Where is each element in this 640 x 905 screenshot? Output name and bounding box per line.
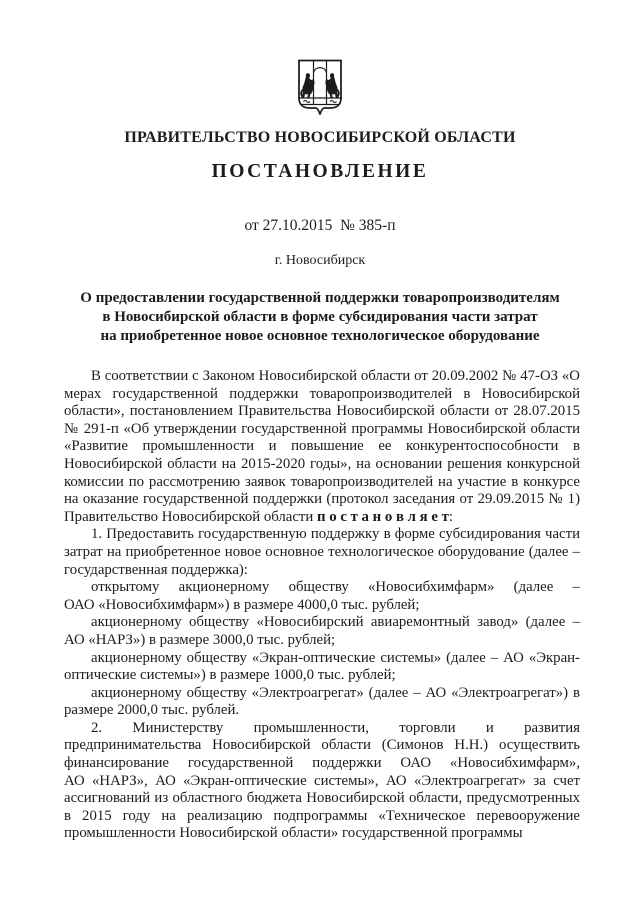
paragraph-1: 1. Предоставить государственную поддержку в форме субсидирования части затрат на приобретенное новое основное технологическое оборудование (далее – государственная поддержка): bbox=[64, 526, 580, 578]
subparagraph-ekran: акционерному обществу «Экран-оптические системы» (далее – АО «Экран-оптические системы») в размере 1000,0 тыс. рублей; bbox=[64, 649, 580, 684]
document-body bbox=[64, 368, 580, 843]
intro-paragraph bbox=[64, 368, 580, 526]
subparagraph-narz: акционерному обществу «Новосибирский авиаремонтный завод» (далее – АО «НАРЗ») в размере 3000,0 тыс. рублей; bbox=[64, 614, 580, 648]
subject-line-1: О предоставлении государственной поддержки товаропроизводителям bbox=[80, 290, 560, 306]
place-line: г. Новосибирск bbox=[274, 253, 366, 268]
decree-word: п о с т а н о в л я е т bbox=[317, 508, 449, 525]
subparagraph-elektroagregat: акционерному обществу «Электроагрегат» (далее – АО «Электроагрегат») в размере 2000,0 тыс. рублей. bbox=[64, 684, 580, 719]
intro-text: В соответствии с Законом Новосибирской области от 20.09.2002 № 47-ОЗ «О мерах государственной поддержки товаропроизводителей в Новосибирской области», постановлением Правительства Новосибирской области от 28.07.2015 № 291-п «Об утверждении государственной программы Новосибирской области «Развитие промышленности и повышение ее конкурентоспособности в Новосибирской области на 2015-2020 годы», на основании решения конкурсной комиссии по рассмотрению заявок товаропроизводителей на участие в конкурсе на оказание государственной поддержки (протокол заседания от 29.09.2015 № 1) Правительство Новосибирской области bbox=[64, 368, 580, 525]
document-type-title: ПОСТАНОВЛЕНИЕ bbox=[211, 161, 429, 182]
decree-colon: : bbox=[448, 508, 454, 525]
novosibirsk-coat-of-arms-icon bbox=[295, 58, 345, 118]
authority-name: ПРАВИТЕЛЬСТВО НОВОСИБИРСКОЙ ОБЛАСТИ bbox=[124, 129, 516, 146]
subject-line-3: на приобретенное новое основное технологическое оборудование bbox=[100, 328, 540, 344]
subject-block bbox=[0, 289, 640, 346]
subject-line-2: в Новосибирской области в форме субсидирования части затрат bbox=[102, 309, 538, 325]
paragraph-2: 2. Министерству промышленности, торговли и развития предпринимательства Новосибирской области (Симонов Н.Н.) осуществить финансирование государственной поддержки ОАО «Новосибхимфарм», АО «НАРЗ», АО «Экран-оптические системы», АО «Электроагрегат» за счет ассигнований из областного бюджета Новосибирской области, предусмотренных в 2015 году на реализацию подпрограммы «Техническое перевооружение промышленности Новосибирской области» государственной программы bbox=[64, 719, 580, 842]
subparagraph-novosibhimfarm: открытому акционерному обществу «Новосибхимфарм» (далее – ОАО «Новосибхимфарм») в размере 4000,0 тыс. рублей; bbox=[64, 579, 580, 613]
date-number-line: от 27.10.2015 № 385-п bbox=[244, 217, 396, 234]
